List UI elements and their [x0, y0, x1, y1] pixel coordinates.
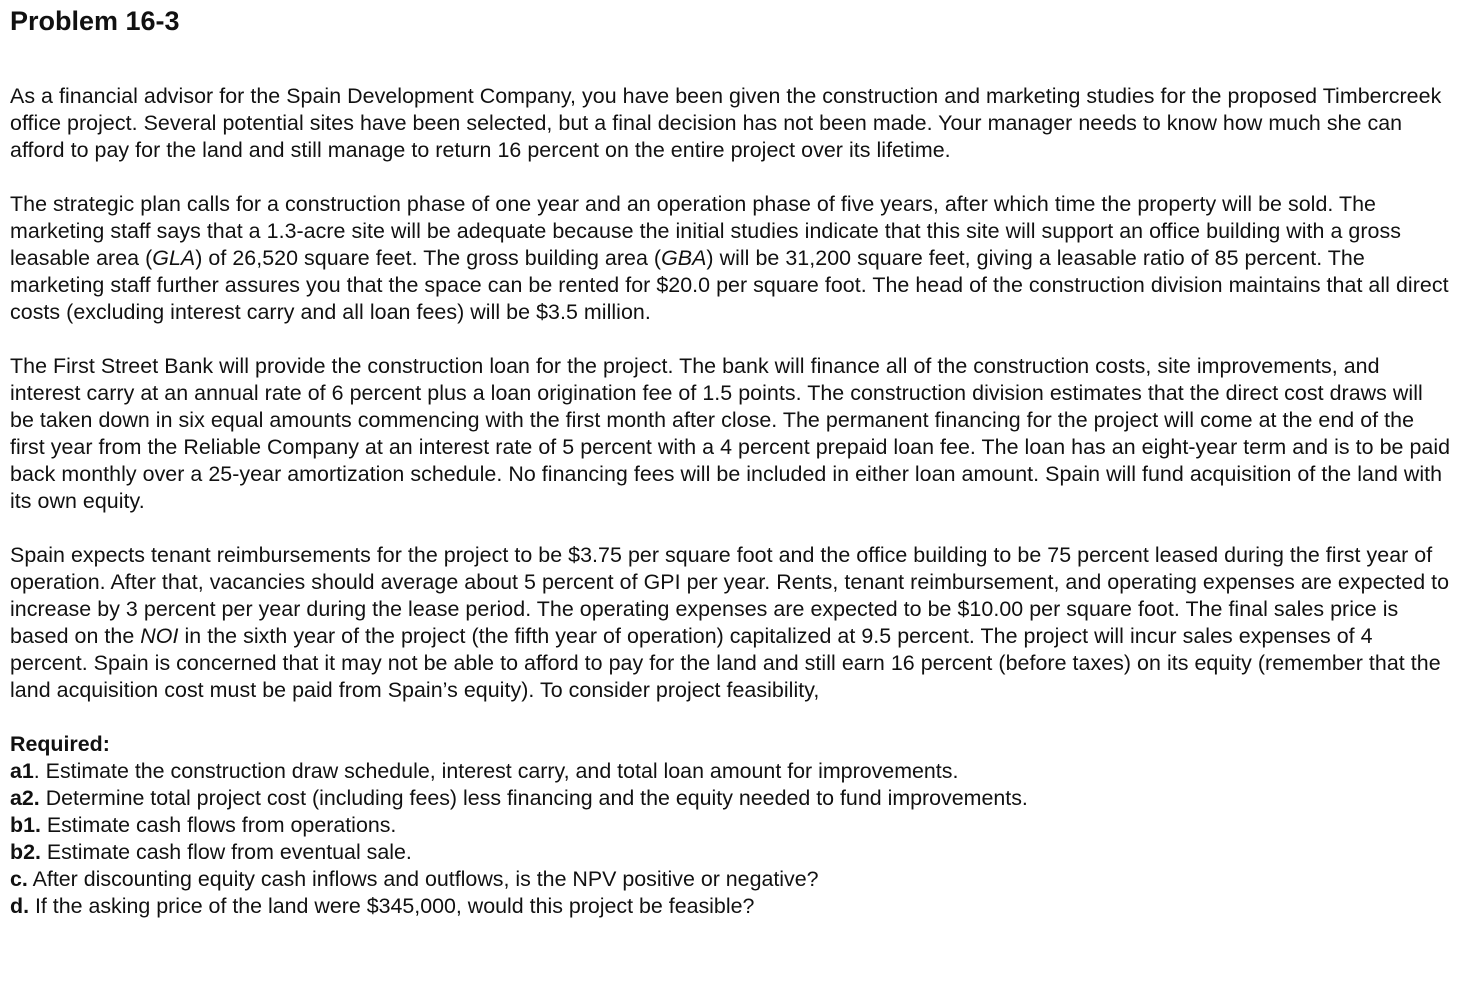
required-item-a2 [10, 785, 1452, 812]
required-item-b1 [10, 812, 1452, 839]
problem-title: Problem 16-3 [10, 6, 180, 36]
required-item-text: After discounting equity cash inflows and outflows, is the NPV positive or negative? [27, 867, 819, 891]
required-item-label: d. [10, 894, 30, 918]
required-item-d [10, 893, 1452, 920]
required-item-text: Estimate cash flows from operations. [40, 813, 397, 837]
paragraph-intro [10, 83, 1452, 164]
required-item-label: b1. [10, 813, 41, 837]
paragraph-text: ) will be 31,200 square feet, giving a leasable ratio of 85 percent. The marketing staff further assures you that the space can be rented for $20.0 per square foot. The head of the construction division maintains that all direct costs (excluding interest carry and all loan fees) will be $3.5 million. [10, 246, 1449, 324]
required-item-label: c. [10, 867, 28, 891]
noi-term: NOI [140, 624, 179, 648]
required-item-label: a2. [10, 786, 40, 810]
paragraph-text: Spain expects tenant reimbursements for the project to be $3.75 per square foot and the office building to be 75 percent leased during the first year of operation. After that, vacancies should average about 5 percent of GPI per year. Rents, tenant reimbursement, and operating expenses are expected to increase by 3 percent per year during the lease period. The operating expenses are expected to be $10.00 per square foot. The final sales price is based on the [10, 543, 1450, 648]
gba-term: GBA [661, 246, 707, 270]
paragraph-text: The First Street Bank will provide the construction loan for the project. The bank will finance all of the construction costs, site improvements, and interest carry at an annual rate of 6 percent plus a loan origination fee of 1.5 points. The construction division estimates that the direct cost draws will be taken down in six equal amounts commencing with the first month after close. The permanent financing for the project will come at the end of the first year from the Reliable Company at an interest rate of 5 percent with a 4 percent prepaid loan fee. The loan has an eight-year term and is to be paid back monthly over a 25-year amortization schedule. No financing fees will be included in either loan amount. Spain will fund acquisition of the land with its own equity. [10, 354, 1451, 513]
paragraph-text: ) of 26,520 square feet. The gross building area ( [195, 246, 662, 270]
paragraph-text: As a financial advisor for the Spain Development Company, you have been given the construction and marketing studies for the proposed Timbercreek office project. Several potential sites have been selected, but a final decision has not been made. Your manager needs to know how much she can afford to pay for the land and still manage to return 16 percent on the entire project over its lifetime. [10, 84, 1442, 162]
paragraph-financing [10, 353, 1452, 515]
required-item-text: Estimate cash flow from eventual sale. [40, 840, 412, 864]
gla-term: GLA [152, 246, 196, 270]
required-item-a1 [10, 758, 1452, 785]
required-item-label: a1 [10, 759, 34, 783]
required-heading: Required: [10, 732, 110, 756]
required-item-text: . Estimate the construction draw schedule, interest carry, and total loan amount for improvements. [33, 759, 959, 783]
paragraph-operations [10, 542, 1452, 704]
required-item-c [10, 866, 1452, 893]
required-item-text: If the asking price of the land were $345,000, would this project be feasible? [29, 894, 755, 918]
paragraph-strategic-plan [10, 191, 1452, 326]
required-item-b2 [10, 839, 1452, 866]
paragraph-text: The strategic plan calls for a construction phase of one year and an operation phase of five years, after which time the property will be sold. The marketing staff says that a 1.3-acre site will be adequate because the initial studies indicate that this site will support an office building with a gross leasable area ( [10, 192, 1401, 270]
required-section [10, 731, 1452, 920]
required-item-label: b2. [10, 840, 41, 864]
paragraph-text: in the sixth year of the project (the fifth year of operation) capitalized at 9.5 percent. The project will incur sales expenses of 4 percent. Spain is concerned that it may not be able to afford to pay for the land and still earn 16 percent (before taxes) on its equity (remember that the land acquisition cost must be paid from Spain’s equity). To consider project feasibility, [10, 624, 1441, 702]
required-item-text: Determine total project cost (including fees) less financing and the equity needed to fund improvements. [39, 786, 1028, 810]
